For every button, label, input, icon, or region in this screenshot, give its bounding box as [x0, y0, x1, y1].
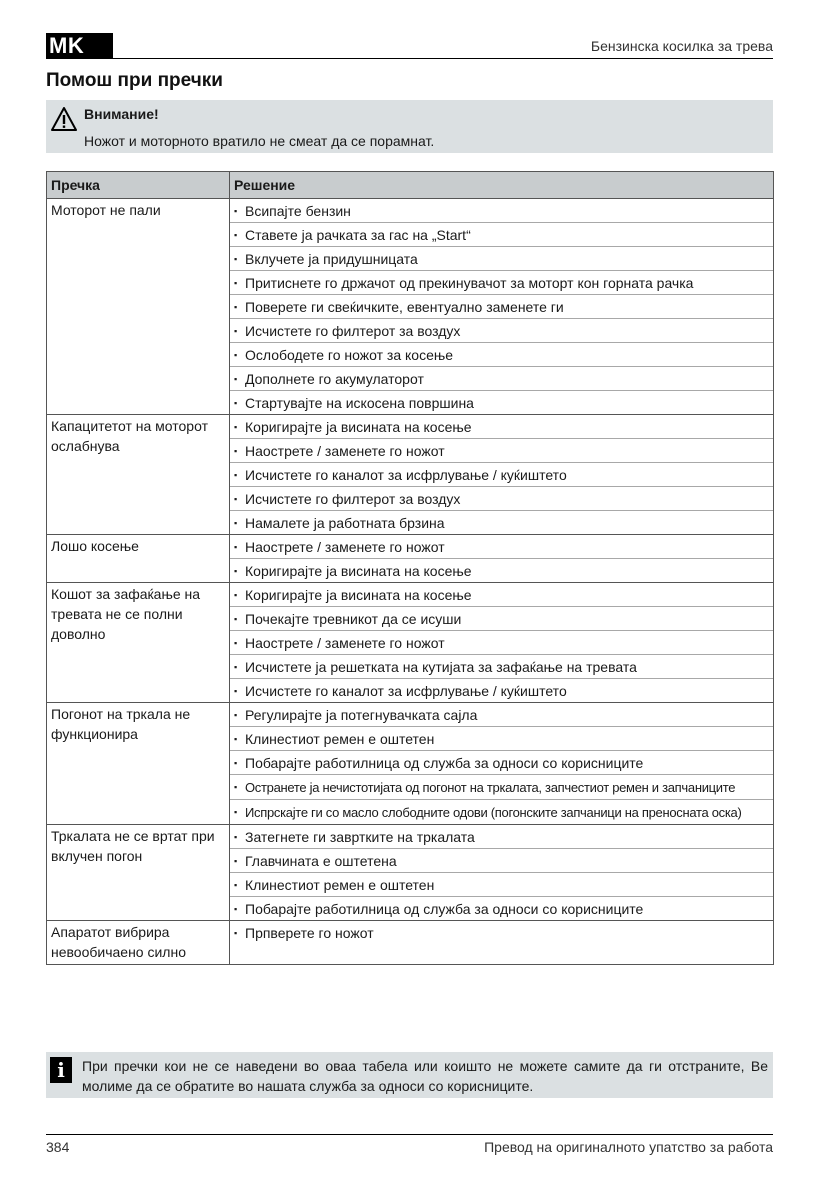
solution-item: [230, 295, 773, 319]
troubleshooting-table: [46, 171, 774, 965]
warning-triangle-icon: [50, 106, 78, 132]
solution-item: [230, 247, 773, 271]
solution-text: ▪ Стартувајте на искосена површина: [234, 393, 769, 413]
solutions-cell: [230, 825, 774, 921]
solution-text: ▪ Ослободете го ножот за косење: [234, 345, 769, 365]
solution-text: ▪ Исчистете го филтерот за воздух: [234, 489, 769, 509]
solution-item: [230, 873, 773, 897]
column-header-solution: Решение: [230, 172, 774, 199]
solution-text: ▪ Почекајте тревникот да се исуши: [234, 609, 769, 629]
solution-item: [230, 559, 773, 582]
solution-item: [230, 751, 773, 775]
solutions-cell: [230, 921, 774, 965]
solution-text: ▪ Всипајте бензин: [234, 201, 769, 221]
solution-text: ▪ Регулирајте ја потегнувачката сајла: [234, 705, 769, 725]
solution-text: ▪ Главчината е оштетена: [234, 851, 769, 871]
solution-item: [230, 271, 773, 295]
table-row: [47, 921, 774, 965]
table-row: [47, 535, 774, 583]
solution-text: ▪ Вклучете ја придушницата: [234, 249, 769, 269]
solution-item: [230, 679, 773, 702]
solution-text: ▪ Исчистете го каналот за исфрлување / куќиштето: [234, 681, 769, 701]
column-header-problem: Пречка: [47, 172, 230, 199]
solution-item: [230, 800, 773, 824]
solution-item: [230, 463, 773, 487]
table-row: [47, 703, 774, 825]
solution-item: [230, 487, 773, 511]
problem-cell: Погонот на тркала не функционира: [47, 703, 230, 825]
problem-cell: Капацитетот на моторот ослабнува: [47, 415, 230, 535]
solution-item: [230, 631, 773, 655]
solution-text: ▪ Прпверете го ножот: [234, 923, 769, 943]
solutions-cell: [230, 583, 774, 703]
solution-item: [230, 415, 773, 439]
solution-item: [230, 703, 773, 727]
solution-text: ▪ Исчистете го филтерот за воздух: [234, 321, 769, 341]
page-header: [46, 33, 773, 59]
info-callout: [46, 1052, 773, 1098]
solution-item: [230, 655, 773, 679]
solution-text: ▪ Исчистете го каналот за исфрлување / куќиштето: [234, 465, 769, 485]
solutions-cell: [230, 199, 774, 415]
solution-text: ▪ Наострете / заменете го ножот: [234, 633, 769, 653]
solution-text: ▪ Намалете ја работната брзина: [234, 513, 769, 533]
solution-item: [230, 511, 773, 534]
info-text: При пречки кои не се наведени во оваа табела или коишто не можете самите да ги отстраните, Ве молиме да се обратите во нашата служба за односи со корисниците.: [82, 1058, 768, 1094]
solution-item: [230, 825, 773, 849]
solution-text: ▪ Клинестиот ремен е оштетен: [234, 875, 769, 895]
solution-text: ▪ Испрскајте ги со масло слободните одови (погонските запчаници на преносната оска): [234, 802, 769, 823]
footer-divider: [46, 1134, 773, 1135]
solution-item: [230, 921, 773, 944]
solution-text: ▪ Коригирајте ја висината на косење: [234, 585, 769, 605]
info-icon: i: [50, 1057, 72, 1083]
header-title: Бензинска косилка за трева: [590, 38, 773, 54]
solution-text: ▪ Остранете ја нечистотијата од погонот на тркалата, запчестиот ремен и запчаниците: [234, 777, 769, 798]
solution-text: ▪ Клинестиот ремен е оштетен: [234, 729, 769, 749]
solution-text: ▪ Побарајте работилница од служба за односи со корисниците: [234, 899, 769, 919]
solution-item: [230, 343, 773, 367]
solutions-cell: [230, 415, 774, 535]
solution-item: [230, 439, 773, 463]
solution-text: ▪ Притиснете го држачот од прекинувачот за моторт кон горната рачка: [234, 273, 769, 293]
solution-text: ▪ Дополнете го акумулаторот: [234, 369, 769, 389]
table-header-row: [47, 172, 774, 199]
table-row: [47, 415, 774, 535]
problem-cell: Тркалата не се вртат при вклучен погон: [47, 825, 230, 921]
solution-item: [230, 391, 773, 414]
solutions-cell: [230, 703, 774, 825]
header-divider: [46, 58, 773, 59]
solution-item: [230, 897, 773, 920]
page-title: Помош при пречки: [46, 70, 223, 91]
solution-text: ▪ Затегнете ги завртките на тркалата: [234, 827, 769, 847]
solutions-cell: [230, 535, 774, 583]
solution-text: ▪ Коригирајте ја висината на косење: [234, 417, 769, 437]
solution-text: ▪ Ставете ја рачката за гас на „Start“: [234, 225, 769, 245]
footer-title: Превод на оригиналното упатство за работа: [484, 1139, 773, 1155]
page-number: 384: [46, 1139, 70, 1155]
solution-item: [230, 319, 773, 343]
solution-text: ▪ Наострете / заменете го ножот: [234, 537, 769, 557]
solution-item: [230, 727, 773, 751]
problem-cell: Моторот не пали: [47, 199, 230, 415]
table-row: [47, 825, 774, 921]
solution-item: [230, 367, 773, 391]
warning-text: Ножот и моторното вратило не смеат да се порамнат.: [84, 133, 435, 149]
solution-text: ▪ Поверете ги свеќичките, евентуално заменете ги: [234, 297, 769, 317]
problem-cell: Лошо косење: [47, 535, 230, 583]
solution-text: ▪ Наострете / заменете го ножот: [234, 441, 769, 461]
solution-item: [230, 607, 773, 631]
solution-item: [230, 199, 773, 223]
warning-title: Внимание!: [84, 106, 159, 122]
table-row: [47, 583, 774, 703]
language-badge: MK: [46, 33, 113, 59]
table-row: [47, 199, 774, 415]
warning-callout: [46, 100, 773, 153]
solution-item: [230, 583, 773, 607]
problem-cell: Кошот за зафаќање на тревата не се полни доволно: [47, 583, 230, 703]
solution-text: ▪ Исчистете ја решетката на кутијата за зафаќање на тревата: [234, 657, 769, 677]
solution-item: [230, 223, 773, 247]
solution-text: ▪ Побарајте работилница од служба за односи со корисниците: [234, 753, 769, 773]
problem-cell: Апаратот вибрира невообичаено силно: [47, 921, 230, 965]
solution-item: [230, 849, 773, 873]
solution-item: [230, 775, 773, 800]
solution-text: ▪ Коригирајте ја висината на косење: [234, 561, 769, 581]
solution-item: [230, 535, 773, 559]
